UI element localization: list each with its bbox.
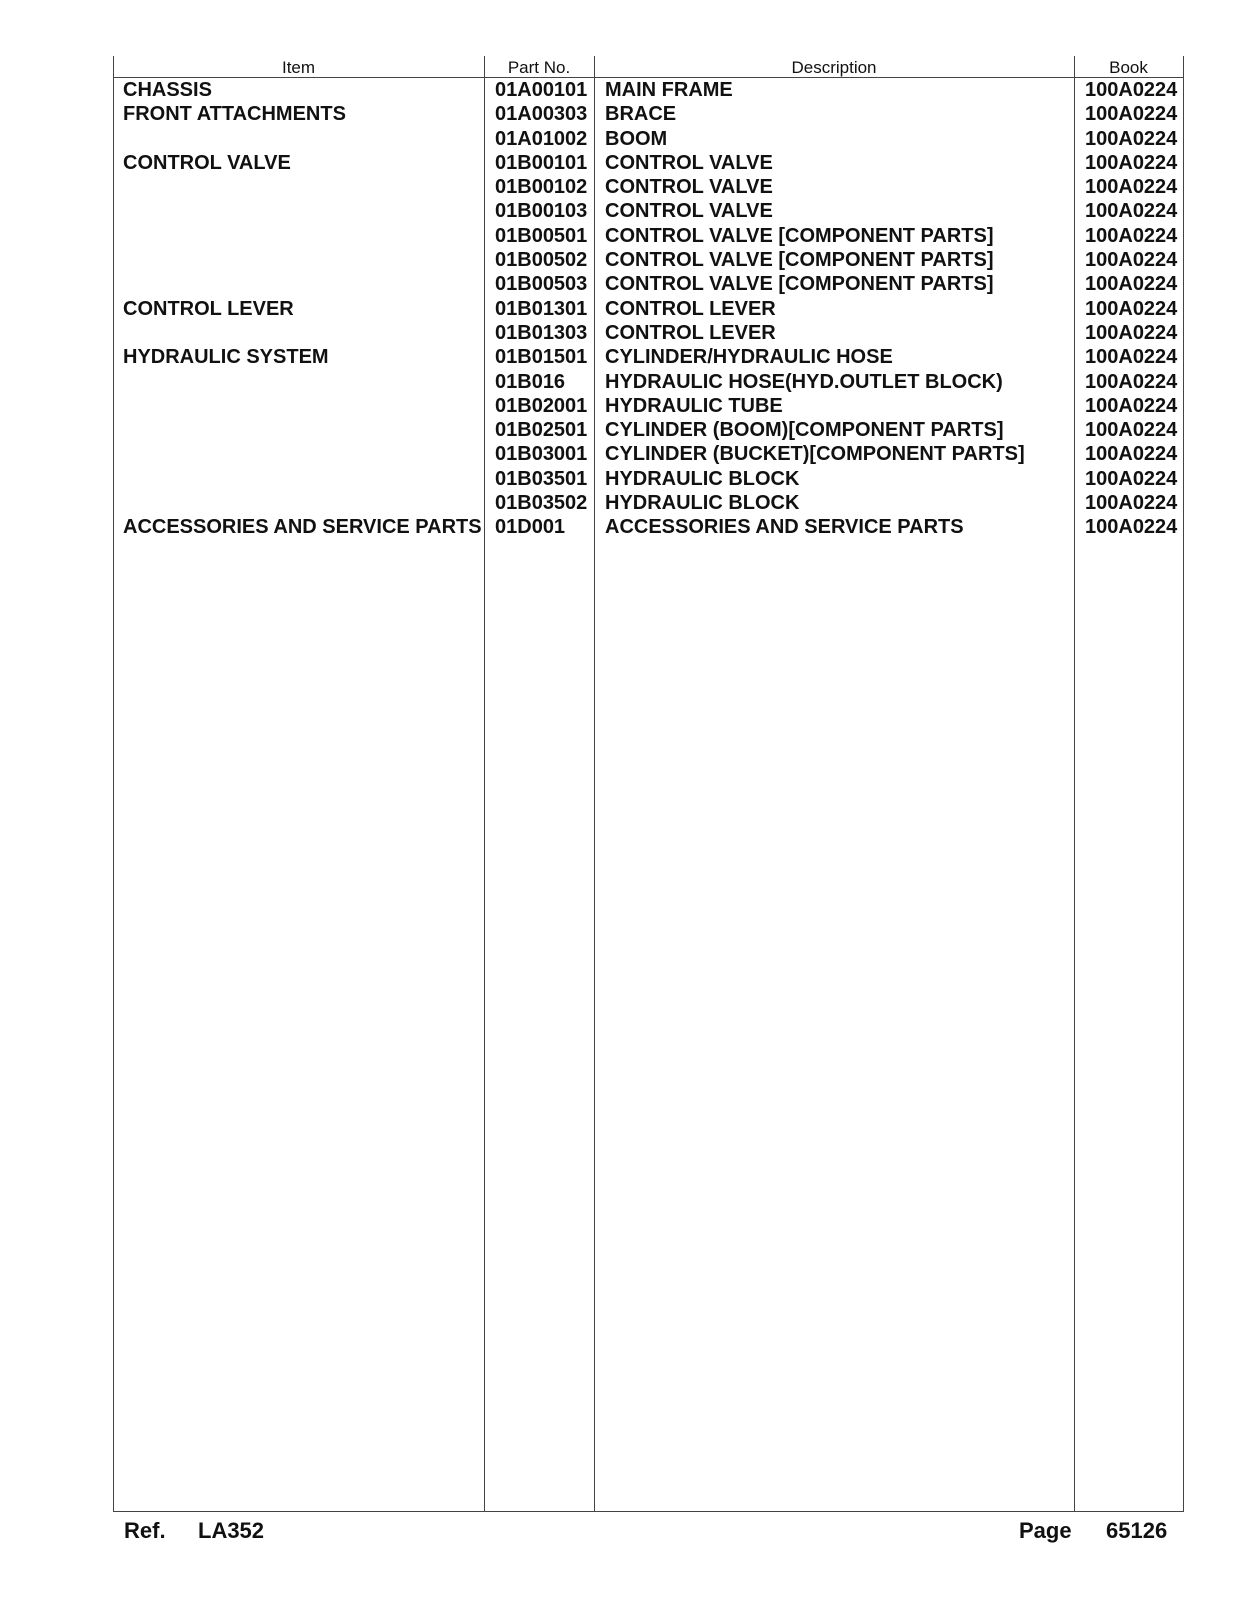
table-row [113, 127, 1184, 151]
parts-index-table [113, 56, 1184, 1512]
part-number-cell: 01B00103 [495, 200, 588, 223]
part-number-cell: 01B00503 [495, 273, 588, 296]
table-row [113, 248, 1184, 272]
item-cell: CONTROL LEVER [123, 297, 294, 320]
part-number-cell: 01B01301 [495, 297, 588, 320]
table-row [113, 442, 1184, 466]
book-cell: 100A0224 [1085, 176, 1178, 199]
description-cell: CONTROL VALVE [605, 151, 773, 174]
part-number-cell: 01B01303 [495, 321, 588, 344]
table-row [113, 345, 1184, 369]
part-number-cell: 01B00101 [495, 151, 588, 174]
book-cell: 100A0224 [1085, 394, 1178, 417]
table-row [113, 467, 1184, 491]
book-cell: 100A0224 [1085, 200, 1178, 223]
part-number-cell: 01B00501 [495, 224, 588, 247]
item-cell: CHASSIS [123, 79, 212, 101]
description-cell: CONTROL VALVE [COMPONENT PARTS] [605, 224, 994, 247]
table-row [113, 199, 1184, 223]
item-cell: HYDRAULIC SYSTEM [123, 346, 329, 369]
table-row [113, 78, 1184, 102]
book-cell: 100A0224 [1085, 492, 1178, 515]
page-number: 65126 [1106, 1518, 1168, 1543]
book-cell: 100A0224 [1085, 370, 1178, 393]
book-cell: 100A0224 [1085, 79, 1178, 101]
book-cell: 100A0224 [1085, 443, 1178, 466]
description-cell: HYDRAULIC TUBE [605, 394, 783, 417]
description-cell: CYLINDER (BUCKET)[COMPONENT PARTS] [605, 443, 1025, 466]
table-row [113, 151, 1184, 175]
book-cell: 100A0224 [1085, 103, 1178, 126]
item-cell: FRONT ATTACHMENTS [123, 103, 346, 126]
part-number-cell: 01B00102 [495, 176, 588, 199]
book-cell: 100A0224 [1085, 346, 1178, 369]
book-cell: 100A0224 [1085, 273, 1178, 296]
book-cell: 100A0224 [1085, 249, 1178, 272]
table-body [113, 78, 1184, 540]
description-cell: CONTROL VALVE [COMPONENT PARTS] [605, 249, 994, 272]
part-number-cell: 01B02501 [495, 419, 588, 442]
table-row [113, 515, 1184, 539]
ref-label: Ref. [124, 1518, 166, 1543]
part-number-cell: 01A00101 [495, 79, 588, 101]
header-item: Item [281, 58, 316, 77]
description-cell: HYDRAULIC HOSE(HYD.OUTLET BLOCK) [605, 370, 1003, 393]
description-cell: HYDRAULIC BLOCK [605, 492, 800, 515]
page-label: Page [1019, 1518, 1072, 1543]
description-cell: CONTROL LEVER [605, 321, 776, 344]
header-book: Book [1109, 58, 1148, 77]
book-cell: 100A0224 [1085, 516, 1178, 539]
description-cell: CYLINDER/HYDRAULIC HOSE [605, 346, 893, 369]
book-cell: 100A0224 [1085, 151, 1178, 174]
part-number-cell: 01D001 [495, 516, 566, 539]
item-cell: ACCESSORIES AND SERVICE PARTS [123, 516, 482, 539]
description-cell: CONTROL VALVE [605, 176, 773, 199]
book-cell: 100A0224 [1085, 224, 1178, 247]
part-number-cell: 01B02001 [495, 394, 588, 417]
table-row [113, 491, 1184, 515]
description-cell: CYLINDER (BOOM)[COMPONENT PARTS] [605, 419, 1004, 442]
description-cell: BOOM [605, 127, 668, 150]
table-bottom-rule [113, 1511, 1184, 1512]
book-cell: 100A0224 [1085, 467, 1178, 490]
part-number-cell: 01B03001 [495, 443, 588, 466]
description-cell: BRACE [605, 103, 677, 126]
item-cell: CONTROL VALVE [123, 151, 291, 174]
description-cell: CONTROL VALVE [605, 200, 773, 223]
part-number-cell: 01B03501 [495, 467, 588, 490]
description-cell: ACCESSORIES AND SERVICE PARTS [605, 516, 964, 539]
description-cell: MAIN FRAME [605, 79, 733, 101]
book-cell: 100A0224 [1085, 419, 1178, 442]
book-cell: 100A0224 [1085, 321, 1178, 344]
description-cell: CONTROL VALVE [COMPONENT PARTS] [605, 273, 994, 296]
table-row [113, 297, 1184, 321]
table-row [113, 102, 1184, 126]
description-cell: HYDRAULIC BLOCK [605, 467, 800, 490]
part-number-cell: 01B00502 [495, 249, 588, 272]
table-row [113, 394, 1184, 418]
book-cell: 100A0224 [1085, 127, 1178, 150]
table-row [113, 321, 1184, 345]
part-number-cell: 01B016 [495, 370, 566, 393]
part-number-cell: 01A00303 [495, 103, 588, 126]
table-row [113, 175, 1184, 199]
table-row [113, 272, 1184, 296]
table-row [113, 224, 1184, 248]
description-cell: CONTROL LEVER [605, 297, 776, 320]
part-number-cell: 01B01501 [495, 346, 588, 369]
header-description: Description [791, 58, 877, 77]
table-row [113, 418, 1184, 442]
header-part-no: Part No. [507, 58, 571, 77]
part-number-cell: 01B03502 [495, 492, 588, 515]
book-cell: 100A0224 [1085, 297, 1178, 320]
part-number-cell: 01A01002 [495, 127, 588, 150]
table-row [113, 370, 1184, 394]
ref-value: LA352 [198, 1518, 265, 1543]
